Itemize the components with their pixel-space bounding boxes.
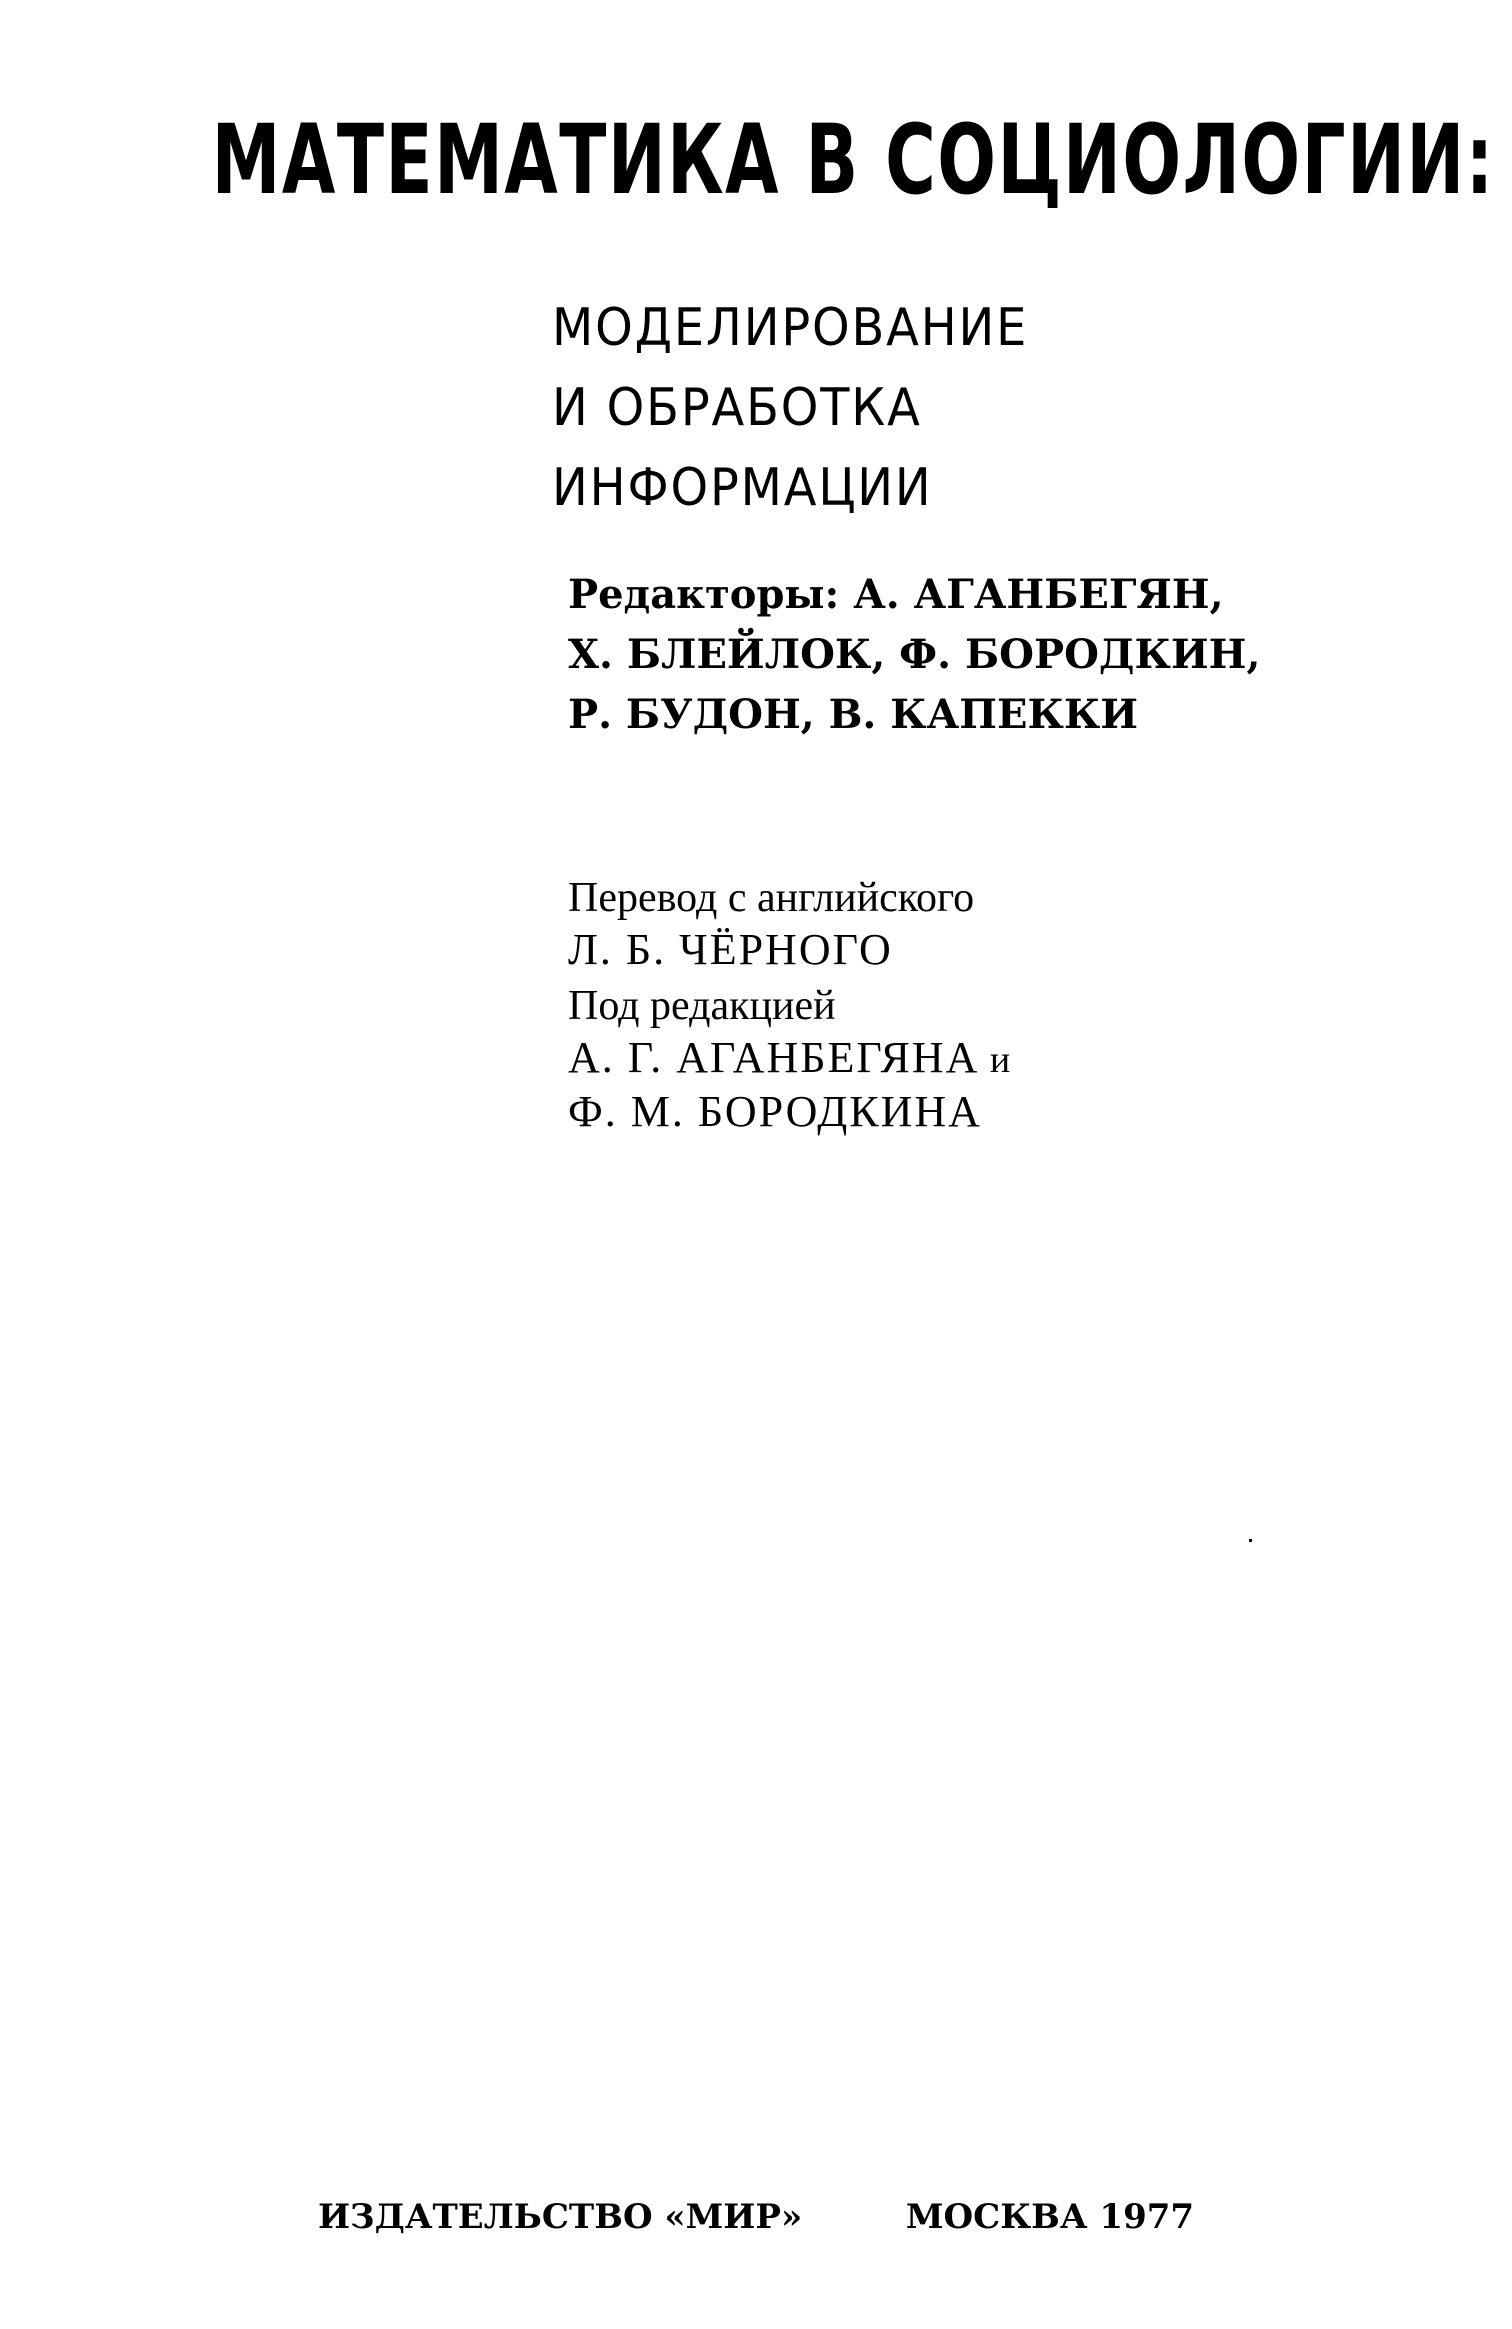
scientific-editor-1: А. Г. АГАНБЕГЯНА <box>568 1033 980 1082</box>
print-speck <box>1249 1539 1252 1542</box>
conjunction-text: и <box>989 1039 1011 1081</box>
translator-name: Л. Б. ЧЁРНОГО <box>568 925 893 974</box>
editors-line: Р. БУДОН, В. КАПЕККИ <box>568 691 1139 738</box>
edited-by-label: Под редакцией <box>568 983 836 1029</box>
editors-line: Х. БЛЕЙЛОК, Ф. БОРОДКИН, <box>568 631 1261 678</box>
translated-from-label: Перевод с английского <box>568 875 975 921</box>
editors-line: Редакторы: А. АГАНБЕГЯН, <box>568 571 1224 618</box>
subtitle-line: И ОБРАБОТКА <box>552 378 922 438</box>
city-year: МОСКВА 1977 <box>905 2197 1195 2237</box>
publisher-name: ИЗДАТЕЛЬСТВО «МИР» <box>317 2197 803 2237</box>
book-title: МАТЕМАТИКА В СОЦИОЛОГИИ: <box>211 104 1495 216</box>
editors-block <box>568 565 1260 745</box>
imprint <box>0 2195 1512 2239</box>
scientific-editor-2: Ф. М. БОРОДКИНА <box>568 1087 982 1136</box>
translation-block <box>568 872 1010 1138</box>
subtitle-line: ИНФОРМАЦИИ <box>552 458 933 518</box>
scientific-editor-line <box>568 1032 1010 1086</box>
subtitle-line: МОДЕЛИРОВАНИЕ <box>552 298 1029 358</box>
book-subtitle <box>552 288 1028 528</box>
